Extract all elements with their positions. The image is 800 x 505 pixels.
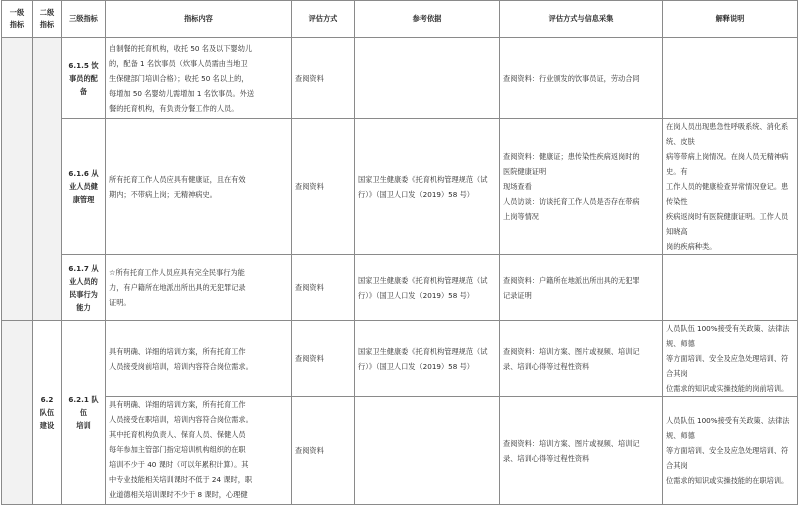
header-level2: 二级 指标 xyxy=(33,1,62,38)
method-cell: 查阅资料 xyxy=(292,397,355,505)
table-row xyxy=(2,321,798,397)
explain-cell: 在岗人员出现患急性呼吸系统、消化系统、皮肤 病等带病上岗情况。在岗人员无精神病史。有 工作人员的健康检查异常情况登记。患传染性 疾病返岗时有医院健康证明。工作人员知晓高 岗的疾病种类。 xyxy=(663,119,798,255)
basis-cell xyxy=(355,397,500,505)
method-cell: 查阅资料 xyxy=(292,119,355,255)
header-method: 评估方式 xyxy=(292,1,355,38)
basis-cell: 国家卫生健康委《托育机构管理规范（试 行）》（国卫人口发（2019）58 号） xyxy=(355,321,500,397)
header-collection: 评估方式与信息采集 xyxy=(500,1,663,38)
content-cell: ☆所有托育工作人员应具有完全民事行为能 力，有户籍所在地派出所出具的无犯罪记录 证明。 xyxy=(106,255,292,321)
method-cell: 查阅资料 xyxy=(292,38,355,119)
method-cell: 查阅资料 xyxy=(292,255,355,321)
level2-cell xyxy=(33,38,62,321)
basis-cell xyxy=(355,38,500,119)
header-content: 指标内容 xyxy=(106,1,292,38)
explain-cell xyxy=(663,38,798,119)
content-cell: 所有托育工作人员应具有健康证，且在有效 期内；不带病上岗；无精神病史。 xyxy=(106,119,292,255)
collection-cell: 查阅资料：培训方案、图片或视频、培训记 录、培训心得等过程性资料 xyxy=(500,321,663,397)
content-cell: 自制餐的托育机构，收托 50 名及以下婴幼儿 的，配备 1 名饮事员（炊事人员需由当地卫 生保健部门培训合格）；收托 50 名以上的， 每增加 50 名婴幼儿需增加 1 名饮事员。外送 餐的托育机构，有负责分餐工作的人员。 xyxy=(106,38,292,119)
content-cell: 具有明确、详细的培训方案，所有托育工作 人员接受在职培训，培训内容符合岗位需求。 其中托育机构负责人、保育人员、保健人员 每年参加主管部门指定培训机构组织的在职 培训不少于 40 课时（可以年累积计算）。其 中专业技能相关培训课时不低于 24 课时，职 业道德相关培训课时不少于 8 课时，心理健 xyxy=(106,397,292,505)
collection-cell: 查阅资料：行业颁发的饮事员证，劳动合同 xyxy=(500,38,663,119)
header-basis: 参考依据 xyxy=(355,1,500,38)
explain-cell: 人员队伍 100%接受有关政策、法律法规、师德 等方面培训、安全及应急处理培训、符合其岗 位需求的知识或实操技能的在职培训。 xyxy=(663,397,798,505)
level3-cell: 6.1.6 从 业人员健 康管理 xyxy=(62,119,106,255)
method-cell: 查阅资料 xyxy=(292,321,355,397)
explain-cell: 人员队伍 100%接受有关政策、法律法规、师德 等方面培训、安全及应急处理培训、符合其岗 位需求的知识或实操技能的岗前培训。 xyxy=(663,321,798,397)
collection-cell: 查阅资料：培训方案、图片或视频、培训记 录、培训心得等过程性资料 xyxy=(500,397,663,505)
level3-cell: 6.1.5 饮 事员的配 备 xyxy=(62,38,106,119)
explain-cell xyxy=(663,255,798,321)
collection-cell: 查阅资料：户籍所在地派出所出具的无犯罪 记录证明 xyxy=(500,255,663,321)
table-row xyxy=(2,119,798,255)
collection-cell: 查阅资料：健康证；患传染性疾病返岗时的 医院健康证明 现场查看 人员访谈：访谈托育工作人员是否存在带病 上岗等情况 xyxy=(500,119,663,255)
table-row xyxy=(2,255,798,321)
level3-cell: 6.1.7 从 业人员的 民事行为 能力 xyxy=(62,255,106,321)
basis-cell: 国家卫生健康委《托育机构管理规范（试 行）》（国卫人口发（2019）58 号） xyxy=(355,255,500,321)
evaluation-table xyxy=(1,0,798,505)
header-level1: 一级 指标 xyxy=(2,1,33,38)
content-cell: 具有明确、详细的培训方案，所有托育工作 人员接受岗前培训，培训内容符合岗位需求。 xyxy=(106,321,292,397)
level1-cell xyxy=(2,38,33,321)
level2-cell: 6.2 队伍 建设 xyxy=(33,321,62,505)
level3-cell: 6.2.1 队 伍 培训 xyxy=(62,321,106,505)
header-row xyxy=(2,1,798,38)
table-row xyxy=(2,38,798,119)
basis-cell: 国家卫生健康委《托育机构管理规范（试 行）》（国卫人口发（2019）58 号） xyxy=(355,119,500,255)
header-explain: 解释说明 xyxy=(663,1,798,38)
table-row xyxy=(2,397,798,505)
header-level3: 三级指标 xyxy=(62,1,106,38)
level1-cell xyxy=(2,321,33,505)
